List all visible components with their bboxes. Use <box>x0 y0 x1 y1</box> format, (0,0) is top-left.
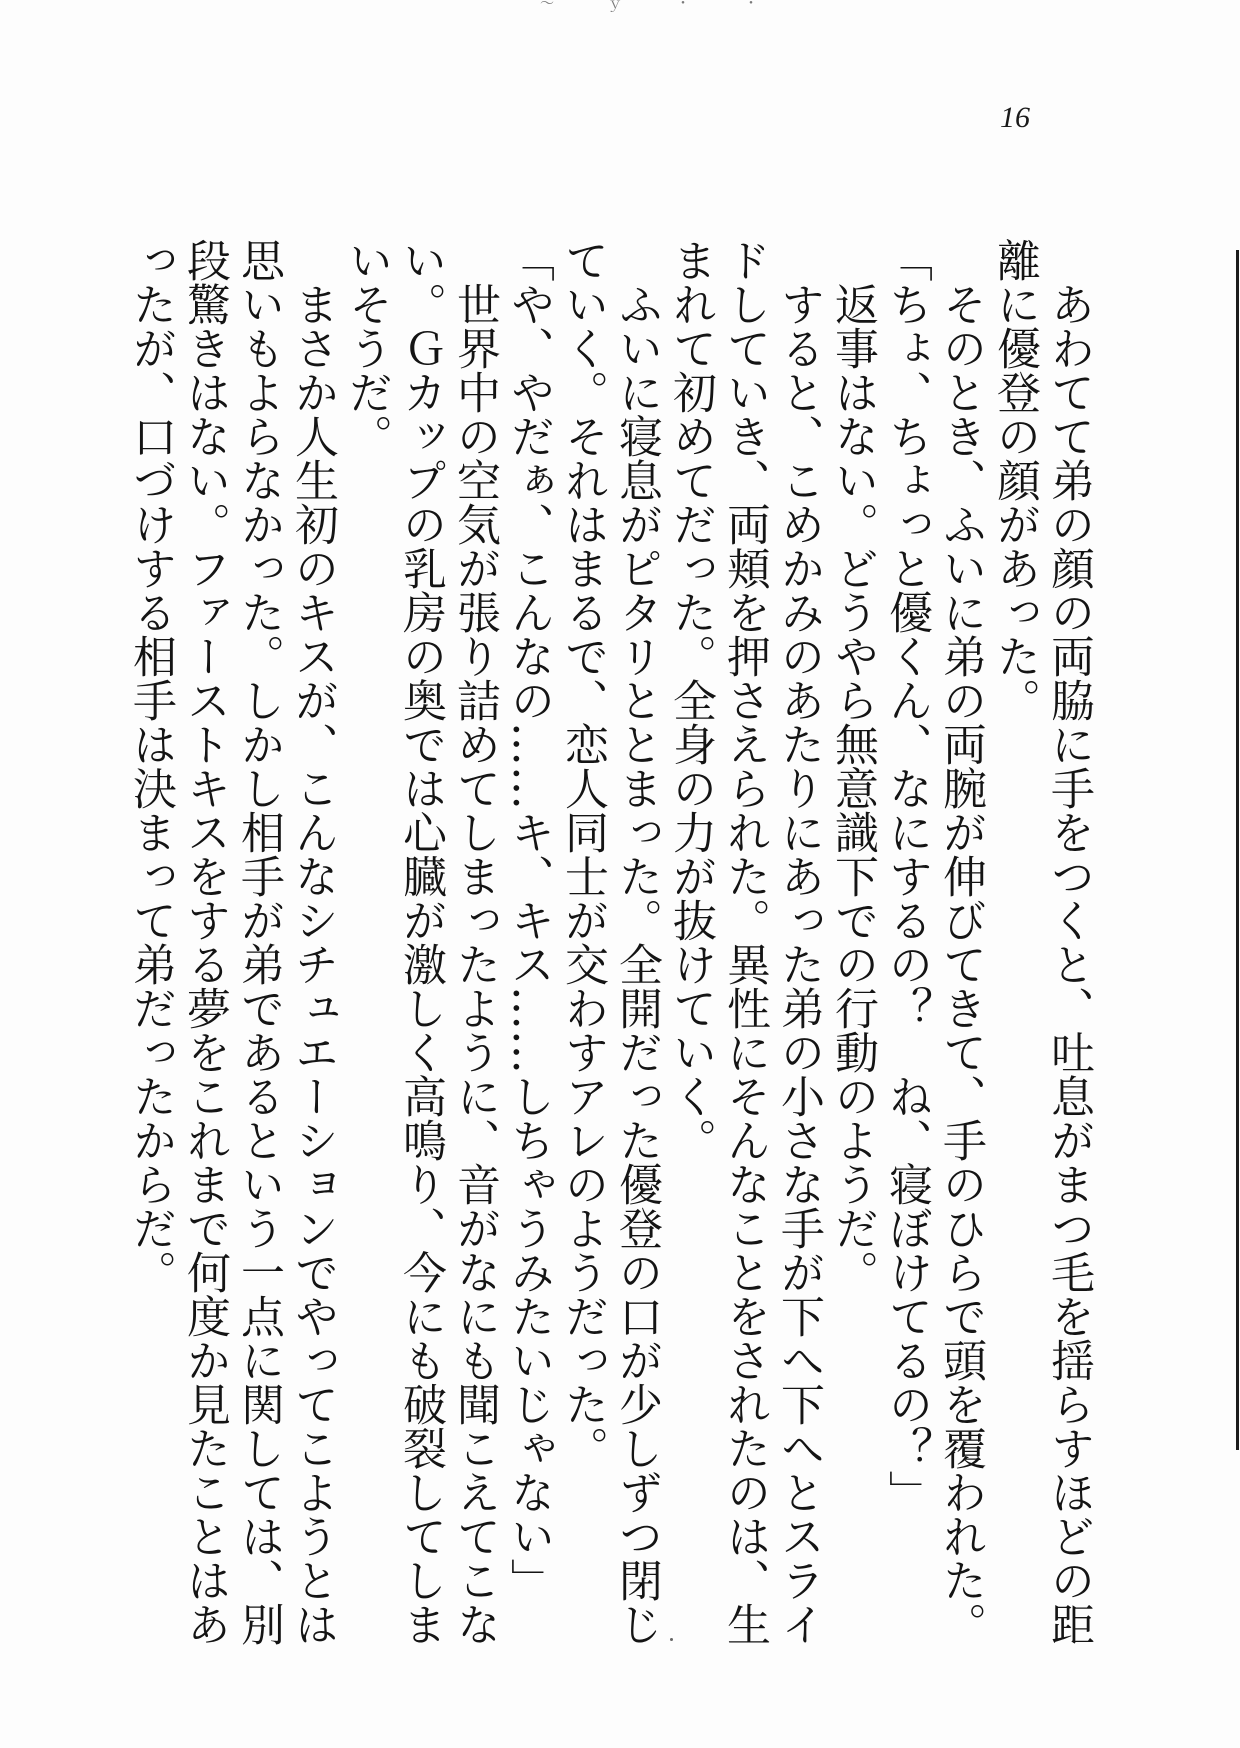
scan-edge-rule <box>1236 250 1239 1450</box>
page-number: 16 <box>1000 101 1030 134</box>
paragraph: すると、こめかみのあたりにあった弟の小さな手が下へ下へとスライドしていき、両頬を押さえられた。異性にそんなことをされたのは、生まれて初めてだった。全身の力が抜けていく。 <box>665 238 824 1646</box>
paragraph: そのとき、ふいに弟の両腕が伸びてきて、手のひらで頭を覆われた。 <box>935 238 986 1646</box>
paragraph: あわてて弟の顔の両脇に手をつくと、吐息がまつ毛を揺らすほどの距離に優登の顔があった。 <box>989 238 1094 1646</box>
paragraph: 世界中の空気が張り詰めてしまったように、音がなにも聞こえてこない。Ｇカップの乳房の奥では心臓が激しく高鳴り、今にも破裂してしまいそうだ。 <box>341 238 500 1646</box>
paragraph: まさか人生初のキスが、こんなシチュエーションでやってこようとは思いもよらなかった。しかし相手が弟であるという一点に関しては、別段驚きはない。ファーストキスをする夢をこれまで何度か見たことはあったが、口づけする相手は決まって弟だったからだ。 <box>125 238 338 1646</box>
top-edge-text: 〜 ｙ ・ ・ <box>540 0 778 12</box>
paragraph: 返事はない。どうやら無意識下での行動のようだ。 <box>827 238 878 1294</box>
paragraph: ふいに寝息がピタリととまった。全開だった優登の口が少しずつ閉じていく。それはまるで、恋人同士が交わすアレのようだった。 <box>557 238 662 1646</box>
scan-speck <box>670 1638 673 1641</box>
dialogue-line: 「や、やだぁ、こんなの……キ、キス……しちゃうみたいじゃない」 <box>503 238 554 1602</box>
dialogue-line: 「ちょ、ちょっと優くん、なにするの？ ね、寝ぼけてるの？」 <box>881 238 932 1514</box>
vertical-body-text <box>125 238 1095 1678</box>
